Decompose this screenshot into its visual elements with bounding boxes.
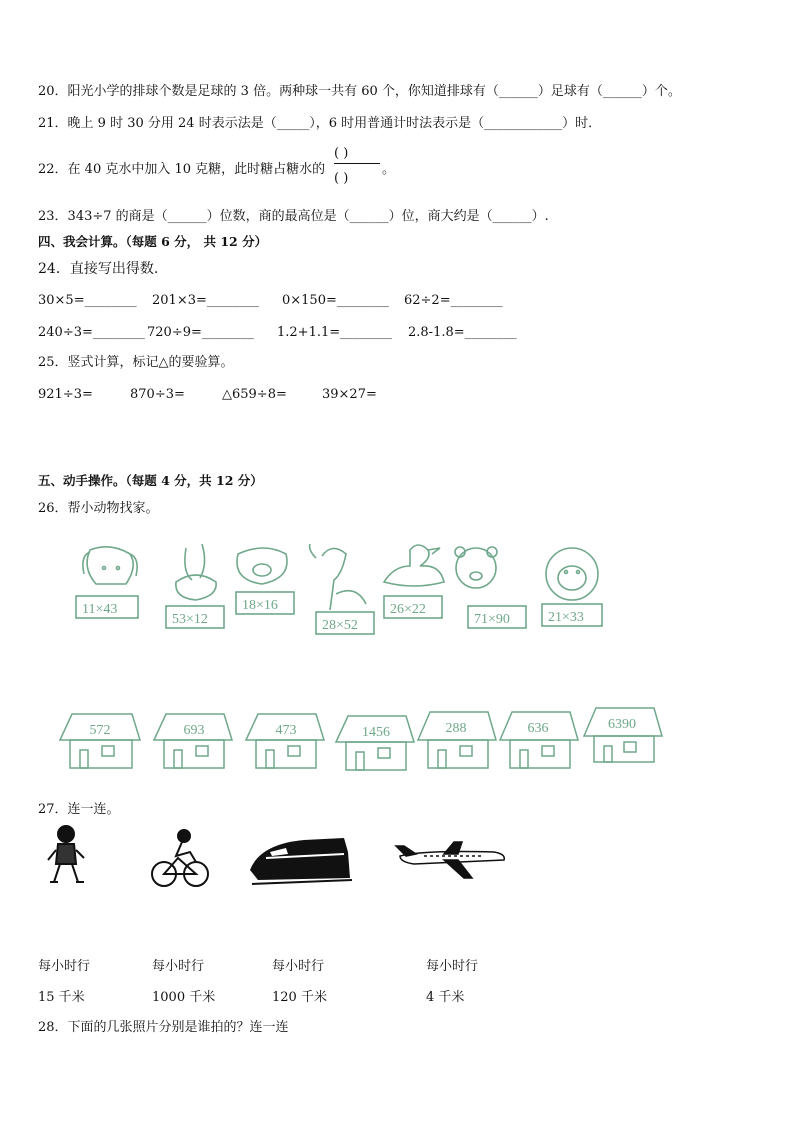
question-28: 28．下面的几张照片分别是谁拍的？连一连 bbox=[38, 1020, 289, 1035]
train-icon bbox=[250, 838, 352, 884]
animal-label: 28×52 bbox=[322, 618, 358, 633]
bear-icon bbox=[455, 547, 497, 588]
house-label: 693 bbox=[183, 723, 205, 738]
fraction-bar bbox=[334, 163, 380, 164]
speed-label: 每小时行 bbox=[426, 959, 479, 974]
house-label: 572 bbox=[89, 723, 111, 738]
question-23: 23．343÷7 的商是（______）位数，商的最高位是（______）位，商大约是（______）. bbox=[38, 209, 549, 224]
question-26-title: 26．帮小动物找家。 bbox=[38, 501, 159, 516]
vertical-calc-item: 39×27= bbox=[322, 387, 377, 402]
vertical-calc-item: 921÷3= bbox=[38, 387, 93, 402]
calc-item: 240÷3=________ bbox=[38, 325, 145, 340]
speed-value: 1000 千米 bbox=[152, 990, 216, 1005]
pig-icon bbox=[237, 548, 287, 584]
animal-label: 71×90 bbox=[474, 612, 510, 627]
transport-figure bbox=[44, 822, 514, 892]
question-24-title: 24．直接写出得数. bbox=[38, 261, 159, 277]
speed-label: 每小时行 bbox=[272, 959, 325, 974]
animal-label: 11×43 bbox=[82, 602, 118, 617]
vertical-calc-item: 870÷3= bbox=[130, 387, 185, 402]
cyclist-icon bbox=[152, 830, 208, 886]
animals-figure bbox=[60, 538, 620, 638]
house-label: 6390 bbox=[608, 717, 636, 732]
child-walking-icon bbox=[48, 826, 84, 882]
speed-label: 每小时行 bbox=[152, 959, 205, 974]
calc-item: 62÷2=________ bbox=[404, 293, 503, 308]
duck-icon bbox=[384, 545, 444, 586]
calc-item: 1.2+1.1=________ bbox=[277, 325, 393, 340]
goat-icon bbox=[310, 544, 366, 610]
section-5-heading: 五、动手操作。（每题 4 分，共 12 分） bbox=[38, 473, 263, 488]
animal-label: 26×22 bbox=[390, 602, 426, 617]
airplane-icon bbox=[396, 842, 504, 878]
calc-item: 201×3=________ bbox=[152, 293, 259, 308]
houses-figure bbox=[58, 706, 668, 772]
monkey-icon bbox=[546, 548, 598, 600]
fraction-denominator: ( ) bbox=[334, 171, 349, 186]
question-22-end: 。 bbox=[382, 162, 396, 177]
question-25-title: 25．竖式计算，标记△的要验算。 bbox=[38, 355, 234, 370]
animal-label: 21×33 bbox=[548, 610, 584, 625]
calc-item: 720÷9=________ bbox=[147, 325, 254, 340]
vertical-calc-item: △659÷8= bbox=[222, 387, 287, 402]
house-label: 288 bbox=[445, 721, 467, 736]
fraction-blank[interactable] bbox=[334, 146, 382, 186]
animal-label: 18×16 bbox=[242, 598, 278, 613]
house-label: 473 bbox=[275, 723, 297, 738]
speed-value: 4 千米 bbox=[426, 990, 465, 1005]
speed-value: 120 千米 bbox=[272, 990, 327, 1005]
calc-item: 30×5=________ bbox=[38, 293, 137, 308]
animal-label: 53×12 bbox=[172, 612, 208, 627]
question-27-title: 27．连一连。 bbox=[38, 802, 120, 817]
house-label: 636 bbox=[527, 721, 549, 736]
question-20: 20．阳光小学的排球个数是足球的 3 倍。两种球一共有 60 个，你知道排球有（______）足球有（______）个。 bbox=[38, 84, 681, 99]
calc-item: 2.8-1.8=________ bbox=[408, 325, 517, 340]
speed-value: 15 千米 bbox=[38, 990, 85, 1005]
fraction-numerator: ( ) bbox=[334, 146, 349, 161]
section-4-heading: 四、我会计算。（每题 6 分， 共 12 分） bbox=[38, 234, 268, 249]
house-label: 1456 bbox=[362, 725, 390, 740]
calc-item: 0×150=________ bbox=[282, 293, 389, 308]
rabbit-icon bbox=[176, 544, 216, 600]
speed-label: 每小时行 bbox=[38, 959, 91, 974]
question-21: 21．晚上 9 时 30 分用 24 时表示法是（_____），6 时用普通计时法表示是（____________）时． bbox=[38, 116, 602, 131]
dog-icon bbox=[83, 547, 137, 584]
question-22-text: 22．在 40 克水中加入 10 克糖，此时糖占糖水的 bbox=[38, 162, 326, 177]
